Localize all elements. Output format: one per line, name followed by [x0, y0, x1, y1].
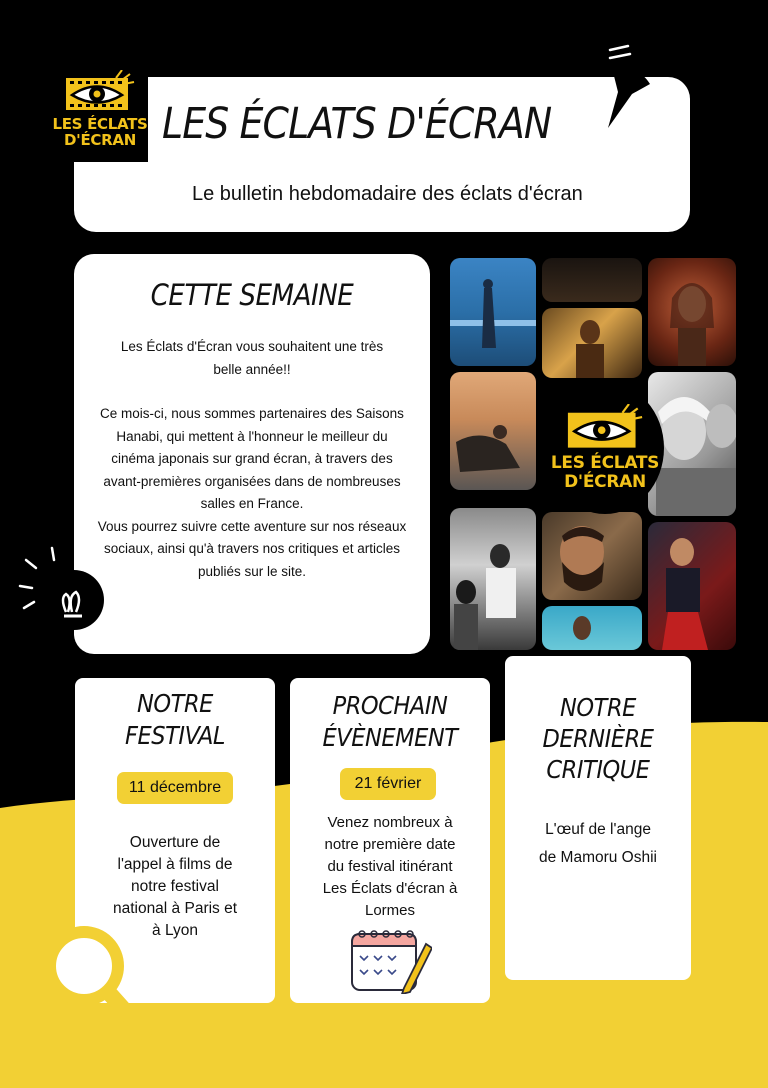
- festival-title: NOTRE FESTIVAL: [124, 689, 226, 750]
- this-week-paragraph: Vous pourrez suivre cette aventure sur nos réseaux sociaux, ainsi qu'à travers nos critiques et articles publiés sur le site.: [97, 518, 407, 579]
- review-card: [505, 656, 691, 980]
- event-text: Venez nombreux à notre première date du festival itinérant Les Éclats d'écran à Lormes: [322, 814, 458, 919]
- film-still-image: [450, 372, 536, 490]
- review-title: NOTRE DERNIÈRE CRITIQUE: [542, 693, 654, 784]
- pushpin-icon: [596, 44, 656, 134]
- brand-logo: [52, 62, 148, 162]
- calendar-icon: [346, 928, 432, 994]
- film-still-image: [648, 258, 736, 366]
- collage-logo: [546, 382, 664, 514]
- eye-film-icon: [565, 404, 645, 452]
- film-still-image: [450, 258, 536, 366]
- eye-film-icon: [64, 70, 136, 114]
- review-text: L'œuf de l'ange de Mamoru Oshii: [538, 821, 657, 866]
- this-week-card: [74, 254, 430, 654]
- this-week-paragraph: Ce mois-ci, nous sommes partenaires des Saisons Hanabi, qui mettent à l'honneur le meilleur du cinéma japonais sur grand écran, à travers des avant-premières organisées dans de nombreuses salles en France.: [100, 406, 404, 511]
- newsletter-subtitle: Le bulletin hebdomadaire des éclats d'écran: [192, 183, 583, 205]
- newsletter-title: LES ÉCLATS D'ÉCRAN: [162, 99, 552, 149]
- event-title: PROCHAIN ÉVÈNEMENT: [322, 691, 458, 752]
- this-week-title: CETTE SEMAINE: [150, 278, 354, 312]
- festival-date-badge: 11 décembre: [117, 772, 233, 804]
- this-week-body: [96, 336, 408, 583]
- film-still-image: [542, 308, 642, 378]
- lightbulb-icon: [16, 546, 112, 656]
- film-still-image: [542, 512, 642, 600]
- event-card: [290, 678, 490, 1003]
- film-still-image: [450, 508, 536, 650]
- film-still-image: [542, 258, 642, 302]
- logo-text: LES ÉCLATS D'ÉCRAN: [52, 115, 148, 149]
- magnifier-icon: [40, 920, 160, 1044]
- festival-text: Ouverture de l'appel à films de notre festival national à Paris et à Lyon: [112, 834, 238, 939]
- logo-text: LES ÉCLATS D'ÉCRAN: [550, 453, 660, 492]
- this-week-paragraph: Les Éclats d'Écran vous souhaitent une très belle année!!: [120, 339, 384, 377]
- film-still-image: [542, 606, 642, 650]
- photo-collage: [450, 258, 736, 650]
- event-date-badge: 21 février: [340, 768, 436, 800]
- film-still-image: [648, 522, 736, 650]
